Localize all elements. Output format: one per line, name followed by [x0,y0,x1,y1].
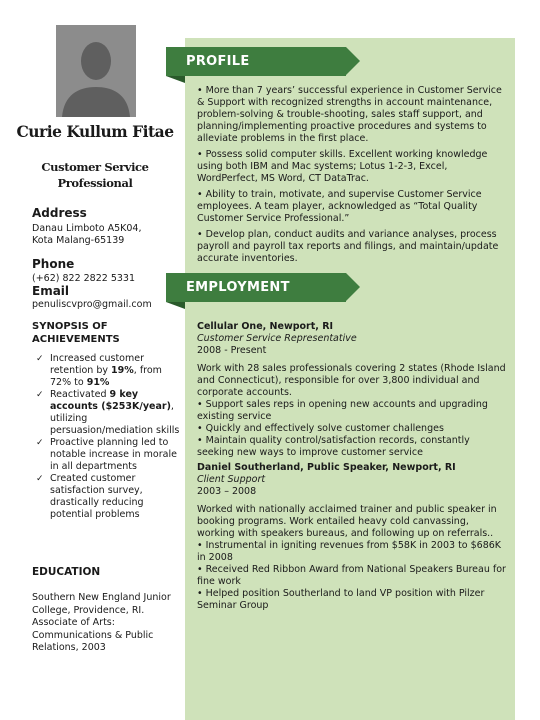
job-role: Client Support [197,474,266,485]
job-description: Work with 28 sales professionals covering 2 states (Rhode Island and Connecticut), responsible for over 3,800 individual and corporate accounts. [197,363,506,398]
job-description: Worked with nationally acclaimed trainer and public speaker in booking programs. Work entailed heavy cold canvassing, working with speakers bureaus, and following up on referrals.. [197,504,497,539]
synopsis-heading-line2: ACHIEVEMENTS [32,333,120,345]
profile-banner [166,47,346,76]
education-heading: EDUCATION [32,566,101,578]
list-item: • Possess solid computer skills. Excellent working knowledge using both IBM and Mac systems; Lotus 1-2-3, Excel, WordPerfect, MS Word, CT DataTrac. [197,149,488,184]
check-icon: ✓ [36,438,44,448]
address-line2: Kota Malang-65139 [32,235,125,246]
check-icon: ✓ [36,390,44,400]
person-silhouette-icon [56,25,136,117]
job-bullet: • Helped position Southerland to land VP position with Pilzer Seminar Group [197,588,485,611]
check-icon: ✓ [36,474,44,484]
candidate-name: Curie Kullum Fitae [16,122,174,141]
achievements-list [36,353,186,521]
job-bullet: • Instrumental in igniting revenues from $58K in 2003 to $686K in 2008 [197,540,502,563]
candidate-title [25,159,165,191]
list-item: • More than 7 years’ successful experience in Customer Service & Support with recognized strengths in account maintenance, problem-solving & trouble-shooting, sales staff support, and planning/implementing proactive procedures and systems to alleviate problems in the first place. [197,85,502,144]
synopsis-heading [32,321,120,346]
list-item: ✓ Created customer satisfaction survey, drastically reducing potential problems [36,473,144,520]
phone-value: (+62) 822 2822 5331 [32,273,136,284]
list-item: ✓ Reactivated 9 key accounts ($253K/year), utilizing persuasion/mediation skills [36,389,180,436]
employment-heading: EMPLOYMENT [186,280,290,295]
job-company: Daniel Southerland, Public Speaker, Newport, RI [197,462,456,473]
job-entry-2 [197,462,507,612]
list-item: • Develop plan, conduct audits and variance analyses, process payroll and payroll tax reports and filings, and maintain/update accurate inventories. [197,229,499,264]
job-company: Cellular One, Newport, RI [197,321,334,332]
employment-banner [166,273,346,302]
avatar [56,25,136,117]
profile-list [197,85,502,269]
job-dates: 2003 – 2008 [197,486,257,497]
check-icon: ✓ [36,354,44,364]
job-bullet: • Quickly and effectively solve customer challenges [197,423,444,434]
job-dates: 2008 - Present [197,345,267,356]
email-label: Email [32,284,70,298]
synopsis-heading-line1: SYNOPSIS OF [32,321,108,332]
education-text: Southern New England Junior College, Providence, RI. Associate of Arts: Communications & Public Relations, 2003 [32,592,171,653]
address-label: Address [32,206,87,220]
email-value[interactable]: penuliscvpro@gmail.com [32,299,152,310]
job-bullet: • Support sales reps in opening new accounts and upgrading existing service [197,399,488,422]
list-item: ✓ Proactive planning led to notable increase in morale in all departments [36,437,177,472]
left-column [0,0,185,720]
candidate-title-line2: Professional [57,176,133,190]
job-entry-1 [197,321,507,459]
profile-heading: PROFILE [186,54,250,69]
phone-label: Phone [32,257,75,271]
job-bullet: • Received Red Ribbon Award from National Speakers Bureau for fine work [197,564,506,587]
job-role: Customer Service Representative [197,333,357,344]
job-bullet: • Maintain quality control/satisfaction records, constantly seeking new ways to improve customer service [197,435,470,458]
list-item: • Ability to train, motivate, and supervise Customer Service employees. A team player, acknowledged as “Total Quality Customer Service Professional.” [197,189,482,224]
address-line1: Danau Limboto A5K04, [32,223,142,234]
candidate-title-line1: Customer Service [41,160,149,174]
list-item: ✓ Increased customer retention by 19%, from 72% to 91% [36,353,162,388]
